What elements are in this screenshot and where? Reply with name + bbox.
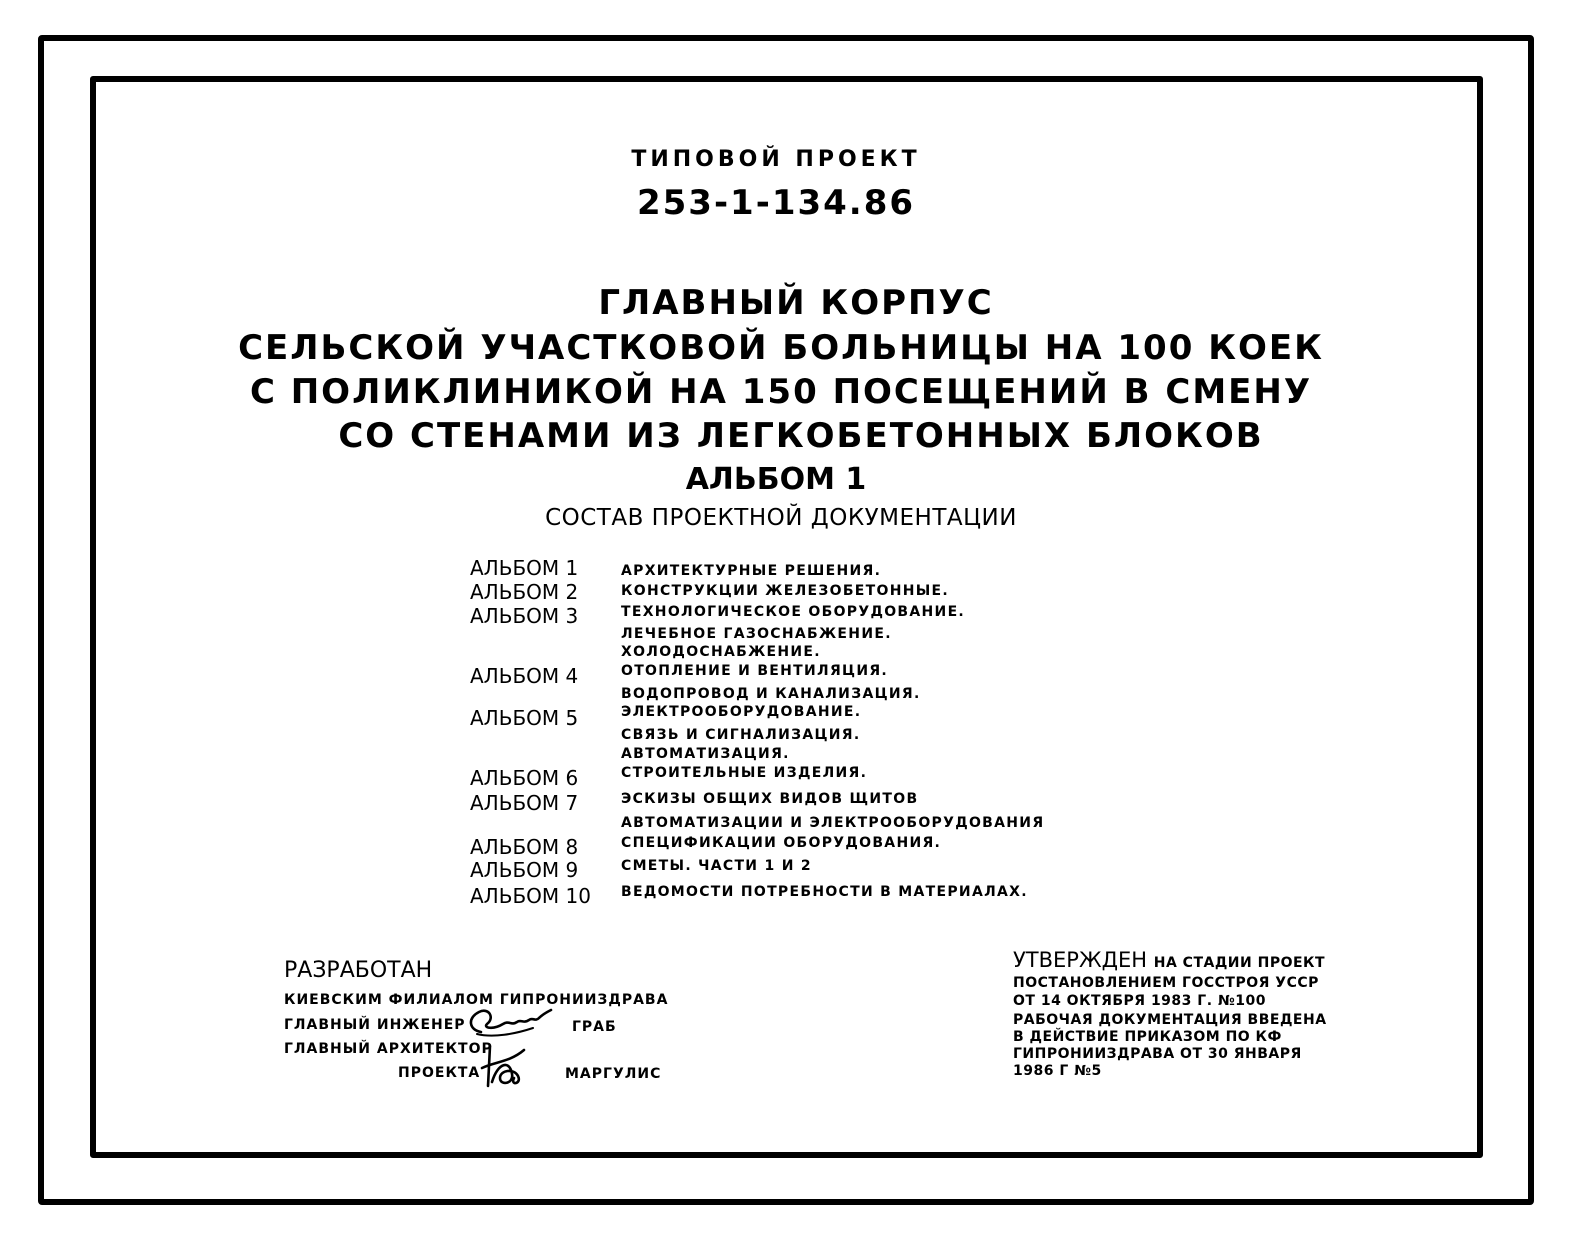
title-line-2: СЕЛЬСКОЙ УЧАСТКОВОЙ БОЛЬНИЦЫ НА 100 КОЕК — [238, 328, 1324, 368]
album-name: АЛЬБОМ 10 — [470, 884, 591, 908]
approved-line: ПОСТАНОВЛЕНИЕМ ГОССТРОЯ УССР — [1013, 975, 1319, 991]
chief-architect-signature — [470, 1042, 540, 1092]
album-name: АЛЬБОМ 8 — [470, 835, 579, 859]
album-title: АЛЬБОМ 1 — [685, 462, 867, 497]
project-type-label: ТИПОВОЙ ПРОЕКТ — [631, 147, 921, 172]
project-label: ПРОЕКТА — [398, 1065, 481, 1081]
album-name: АЛЬБОМ 1 — [470, 556, 579, 580]
album-desc: СМЕТЫ. ЧАСТИ 1 И 2 — [621, 858, 812, 874]
developed-org: КИЕВСКИМ ФИЛИАЛОМ ГИПРОНИИЗДРАВА — [284, 992, 669, 1008]
album-name: АЛЬБОМ 4 — [470, 664, 579, 688]
album-desc: СТРОИТЕЛЬНЫЕ ИЗДЕЛИЯ. — [621, 765, 868, 781]
approved-heading — [1013, 948, 1325, 972]
album-name: АЛЬБОМ 5 — [470, 706, 579, 730]
album-desc: КОНСТРУКЦИИ ЖЕЛЕЗОБЕТОННЫЕ. — [621, 583, 950, 599]
album-desc: СВЯЗЬ И СИГНАЛИЗАЦИЯ. — [621, 727, 861, 743]
album-name: АЛЬБОМ 9 — [470, 858, 579, 882]
approved-line: 1986 Г №5 — [1013, 1063, 1102, 1079]
chief-architect-label: ГЛАВНЫЙ АРХИТЕКТОР — [284, 1041, 493, 1057]
developed-heading: РАЗРАБОТАН — [284, 958, 433, 983]
approved-heading-suffix: НА СТАДИИ ПРОЕКТ — [1153, 955, 1326, 971]
album-desc: ОТОПЛЕНИЕ И ВЕНТИЛЯЦИЯ. — [621, 663, 889, 679]
album-desc: ТЕХНОЛОГИЧЕСКОЕ ОБОРУДОВАНИЕ. — [621, 604, 966, 620]
approved-line: В ДЕЙСТВИЕ ПРИКАЗОМ ПО КФ — [1013, 1029, 1282, 1045]
title-line-3: С ПОЛИКЛИНИКОЙ НА 150 ПОСЕЩЕНИЙ В СМЕНУ — [249, 372, 1313, 412]
album-desc: ВОДОПРОВОД И КАНАЛИЗАЦИЯ. — [621, 686, 921, 702]
approved-line: ОТ 14 ОКТЯБРЯ 1983 Г. №100 — [1013, 993, 1266, 1009]
chief-architect-name: МАРГУЛИС — [565, 1066, 662, 1082]
project-number: 253-1-134.86 — [636, 183, 916, 223]
album-desc: ЭСКИЗЫ ОБЩИХ ВИДОВ ЩИТОВ — [621, 791, 919, 807]
album-name: АЛЬБОМ 2 — [470, 580, 579, 604]
album-desc: ВЕДОМОСТИ ПОТРЕБНОСТИ В МАТЕРИАЛАХ. — [621, 884, 1028, 900]
album-desc: АВТОМАТИЗАЦИЯ. — [621, 746, 790, 762]
album-desc: ЛЕЧЕБНОЕ ГАЗОСНАБЖЕНИЕ. — [621, 626, 892, 642]
chief-engineer-label: ГЛАВНЫЙ ИНЖЕНЕР — [284, 1017, 466, 1033]
album-desc: СПЕЦИФИКАЦИИ ОБОРУДОВАНИЯ. — [621, 835, 942, 851]
album-name: АЛЬБОМ 7 — [470, 791, 579, 815]
album-desc: АРХИТЕКТУРНЫЕ РЕШЕНИЯ. — [621, 563, 882, 579]
album-name: АЛЬБОМ 3 — [470, 604, 579, 628]
contents-heading: СОСТАВ ПРОЕКТНОЙ ДОКУМЕНТАЦИИ — [545, 505, 1017, 531]
title-line-4: СО СТЕНАМИ ИЗ ЛЕГКОБЕТОННЫХ БЛОКОВ — [338, 416, 1264, 456]
title-line-1: ГЛАВНЫЙ КОРПУС — [598, 283, 994, 323]
approved-heading-word: УТВЕРЖДЕН — [1013, 948, 1148, 972]
album-name: АЛЬБОМ 6 — [470, 766, 579, 790]
chief-engineer-name: ГРАБ — [572, 1019, 617, 1035]
approved-line: РАБОЧАЯ ДОКУМЕНТАЦИЯ ВВЕДЕНА — [1013, 1012, 1327, 1028]
approved-line: ГИПРОНИИЗДРАВА ОТ 30 ЯНВАРЯ — [1013, 1046, 1302, 1062]
album-desc: ЭЛЕКТРООБОРУДОВАНИЕ. — [621, 704, 862, 720]
chief-engineer-signature — [463, 1000, 555, 1040]
album-desc: ХОЛОДОСНАБЖЕНИЕ. — [621, 644, 821, 660]
album-desc: АВТОМАТИЗАЦИИ И ЭЛЕКТРООБОРУДОВАНИЯ — [621, 815, 1045, 831]
